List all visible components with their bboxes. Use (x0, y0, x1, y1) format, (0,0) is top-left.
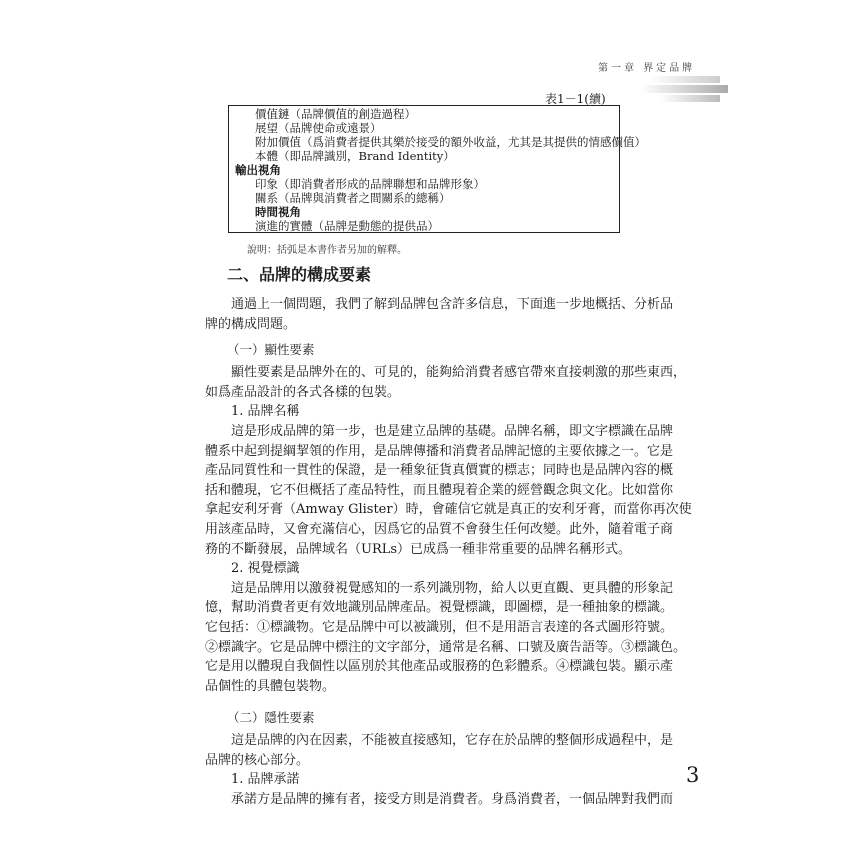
text-line: 它包括：①標識物。它是品牌中可以被識別，但不是用語言表達的各式圖形符號。 (205, 619, 674, 635)
text-line: 務的不斷發展，品牌域名（URLs）已成爲一種非常重要的品牌名稱形式。 (205, 541, 632, 557)
text-line: 拿起安利牙膏（Amway Glister）時，會確信它就是真正的安利牙膏，而當你再次使 (205, 502, 692, 518)
explicit-paragraph (205, 363, 687, 402)
text-line: 通過上一個問題，我們了解到品牌包含許多信息，下面進一步地概括、分析品 (231, 297, 674, 312)
text-line: 憶，幫助消費者更有效地識別品牌產品。視覺標識，即圖標，是一種抽象的標識。 (205, 600, 674, 616)
table-row: 關系（品牌與消費者之間關系的總稱） (255, 191, 451, 205)
brand-promise-paragraph (205, 790, 674, 810)
header-decoration (640, 76, 730, 106)
running-head: 第一章 界定品牌 (598, 63, 696, 74)
text-line: 顯性要素是品牌外在的、可見的，能夠給消費者感官帶來直接刺激的那些東西， (231, 365, 687, 381)
table-row: 價值鏈（品牌價值的創造過程） (255, 107, 416, 121)
item-heading-brand-promise: 1. 品牌承諾 (231, 772, 300, 788)
text-line: 這是品牌的內在因素，不能被直接感知，它存在於品牌的整個形成過程中，是 (231, 733, 674, 749)
text-line: 這是形成品牌的第一步，也是建立品牌的基礎。品牌名稱，即文字標識在品牌 (231, 423, 674, 439)
text-line: 這是品牌用以激發視覺感知的一系列識別物，給人以更直觀、更具體的形象記 (231, 580, 674, 596)
subsection-heading-explicit: （一）顯性要素 (227, 342, 315, 358)
table-row: 本體（即品牌識別，Brand Identity） (255, 149, 455, 163)
subsection-heading-implicit: （二）隱性要素 (227, 710, 315, 726)
text-line: 產品同質性和一貫性的保證，是一種象征貨真價實的標志；同時也是品牌內容的概 (205, 463, 674, 479)
intro-paragraph (205, 295, 674, 334)
text-line: 牌的構成問題。 (205, 316, 297, 332)
section-heading: 二、品牌的構成要素 (227, 265, 372, 284)
table-row: 演進的實體（品牌是動態的提供品） (255, 219, 439, 233)
text-line: 體系中起到提綱挈領的作用，是品牌傳播和消費者品牌記憶的主要依據之一。它是 (205, 443, 674, 459)
text-line: ②標識字。它是品牌中標注的文字部分，通常是名稱、口號及廣告語等。③標識色。 (205, 639, 687, 655)
visual-identity-paragraph (205, 579, 687, 697)
table-row: 附加價值（爲消費者提供其樂於接受的額外收益，尤其是其提供的情感價值） (255, 135, 646, 149)
table-row: 印象（即消費者形成的品牌聯想和品牌形象） (255, 177, 485, 191)
text-line: 品個性的具體包裝物。 (205, 678, 336, 694)
table-caption: 表1－1(續) (545, 92, 606, 106)
table-1-1 (228, 105, 646, 233)
table-row: 輸出視角 (235, 163, 281, 177)
text-line: 如爲產品設計的各式各樣的包裝。 (205, 384, 401, 400)
text-line: 它是用以體現自我個性以區別於其他產品或服務的色彩體系。④標識包裝。顯示產 (205, 659, 674, 675)
text-line: 括和體現，它不但概括了產品特性，而且體現着企業的經營觀念與文化。比如當你 (205, 482, 674, 498)
item-heading-brand-name: 1. 品牌名稱 (231, 404, 300, 420)
table-note: 說明：括弧是本書作者另加的解釋。 (247, 245, 407, 256)
table-row: 展望（品牌使命或遠景） (255, 121, 382, 135)
text-line: 品牌的核心部分。 (205, 752, 310, 768)
implicit-paragraph (205, 731, 674, 770)
text-line: 承諾方是品牌的擁有者，接受方則是消費者。身爲消費者，一個品牌對我們而 (231, 792, 674, 808)
page-number: 3 (686, 763, 700, 787)
main-text (205, 262, 692, 810)
table-row: 時間視角 (255, 205, 301, 219)
text-line: 用該產品時，又會充滿信心，因爲它的品質不會發生任何改變。此外，隨着電子商 (205, 521, 674, 537)
brand-name-paragraph (205, 422, 692, 559)
item-heading-visual-identity: 2. 視覺標識 (231, 561, 300, 577)
